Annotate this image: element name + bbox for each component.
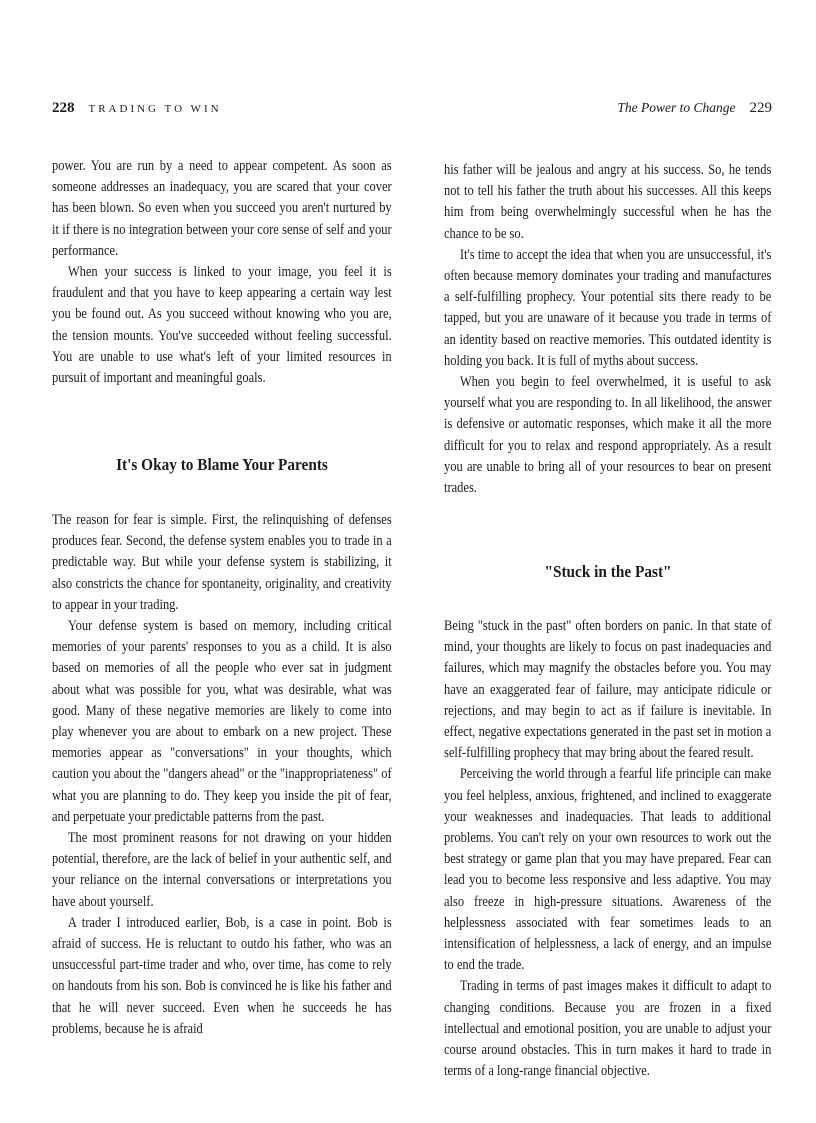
paragraph: Perceiving the world through a fearful life principle can make you feel helpless, anxious, frightened, and inclined to exaggerate your weaknesses and inadequacies. That leads to additional problems. You can't rely on your own resources to work out the best strategy or game plan that you may have prepared. Fear can lead you to become less responsive and less adaptive. You may also freeze in high-pressure situations. Awareness of the helplessness associated with fear sometimes leads to an intensification of helplessness, a lack of energy, and an impulse to end the trade. [444, 766, 772, 974]
paragraph: power. You are run by a need to appear competent. As soon as someone addresses an inadequacy, you are scared that your cover has been blown. So even when you succeed you aren't nurtured by it if there is no integration between your core sense of self and your performance. [52, 158, 392, 259]
book-title: TRADING TO WIN [88, 103, 222, 115]
paragraph: It's time to accept the idea that when you are unsuccessful, it's often because memory dominates your trading and manufactures a self-fulfilling prophecy. Your potential sits there ready to be tapped, but you are unaware of it because you trade in terms of an identity based on reactive memories. This outdated identity is holding you back. It is full of myths about success. [444, 246, 772, 369]
right-running-head [617, 100, 772, 124]
paragraph: Trading in terms of past images makes it difficult to adapt to changing conditions. Because you are frozen in a fixed intellectual and emotional position, you are unable to adjust your course around obstacles. This in turn makes it hard to trade in terms of a long-range financial objective. [444, 978, 772, 1080]
left-text-block-2 [52, 510, 392, 1040]
left-page-number: 228 [52, 100, 75, 116]
right-text-block-1 [444, 160, 771, 499]
left-running-head [52, 100, 222, 124]
paragraph: Being "stuck in the past" often borders on panic. In that state of mind, your thoughts are likely to focus on past inadequacies and failures, which may magnify the obstacles before you. You may have an exaggerated fear of failure, may anticipate ridicule or rejections, and may begin to act as if failure is inevitable. In effect, negative expectations generated in the past set in motion a self-fulfilling prophecy that may bring about the feared result. [444, 618, 772, 762]
paragraph: The most prominent reasons for not drawing on your hidden potential, therefore, are the lack of belief in your authentic self, and your reliance on the internal conversations or interpretations you have about yourself. [52, 830, 392, 910]
paragraph: A trader I introduced earlier, Bob, is a case in point. Bob is afraid of success. He is reluctant to outdo his father, who was an unsuccessful part-time trader and who, over time, has come to rely on handouts from his son. Bob is convinced he is like his father and that he will never succeed. Even when he succeeds he has problems, because he is afraid [52, 914, 392, 1037]
right-text-block-2 [444, 616, 771, 1082]
right-page-number: 229 [749, 100, 772, 116]
paragraph: When your success is linked to your image, you feel it is fraudulent and that you have to keep appearing a certain way lest you be found out. As you succeed without knowing who you are, the tension mounts. You've succeeded without feeling successful. You are unable to use what's left of your limited resources in pursuit of important and meaningful goals. [52, 264, 392, 387]
paragraph: The reason for fear is simple. First, the relinquishing of defenses produces fear. Second, the defense system enables you to trade in a predictable way. But while your defense system is stabilizing, it also constricts the chance for spontaneity, originality, and creativity to appear in your trading. [52, 512, 392, 613]
paragraph: his father will be jealous and angry at his success. So, he tends not to tell his father the truth about his successes. All this keeps him from being overwhelmingly successful when he has the chance to be so. [444, 162, 772, 242]
section-heading: "Stuck in the Past" [544, 562, 672, 581]
section-heading: It's Okay to Blame Your Parents [116, 455, 328, 474]
left-text-block-1 [52, 156, 392, 389]
chapter-title: The Power to Change [617, 100, 736, 115]
paragraph: When you begin to feel overwhelmed, it is useful to ask yourself what you are responding to. In all likelihood, the answer is defensive or automatic responses, which make it all the more difficult for you to relax and respond appropriately. As a result you are unable to bring all of your resources to bear on present trades. [444, 374, 772, 497]
paragraph: Your defense system is based on memory, including critical memories of your parents' responses to you as a child. It is also based on memories of all the people who ever sat in judgment about what was possible for you, what was desirable, what was good. Many of these negative memories are likely to come into play whenever you are about to embark on a new project. These memories appear as "conversations" in your thoughts, which caution you about the "dangers ahead" or the "inappropriateness" of what you are planning to do. They keep you inside the pit of fear, and perpetuate your predictable patterns from the past. [52, 618, 392, 825]
